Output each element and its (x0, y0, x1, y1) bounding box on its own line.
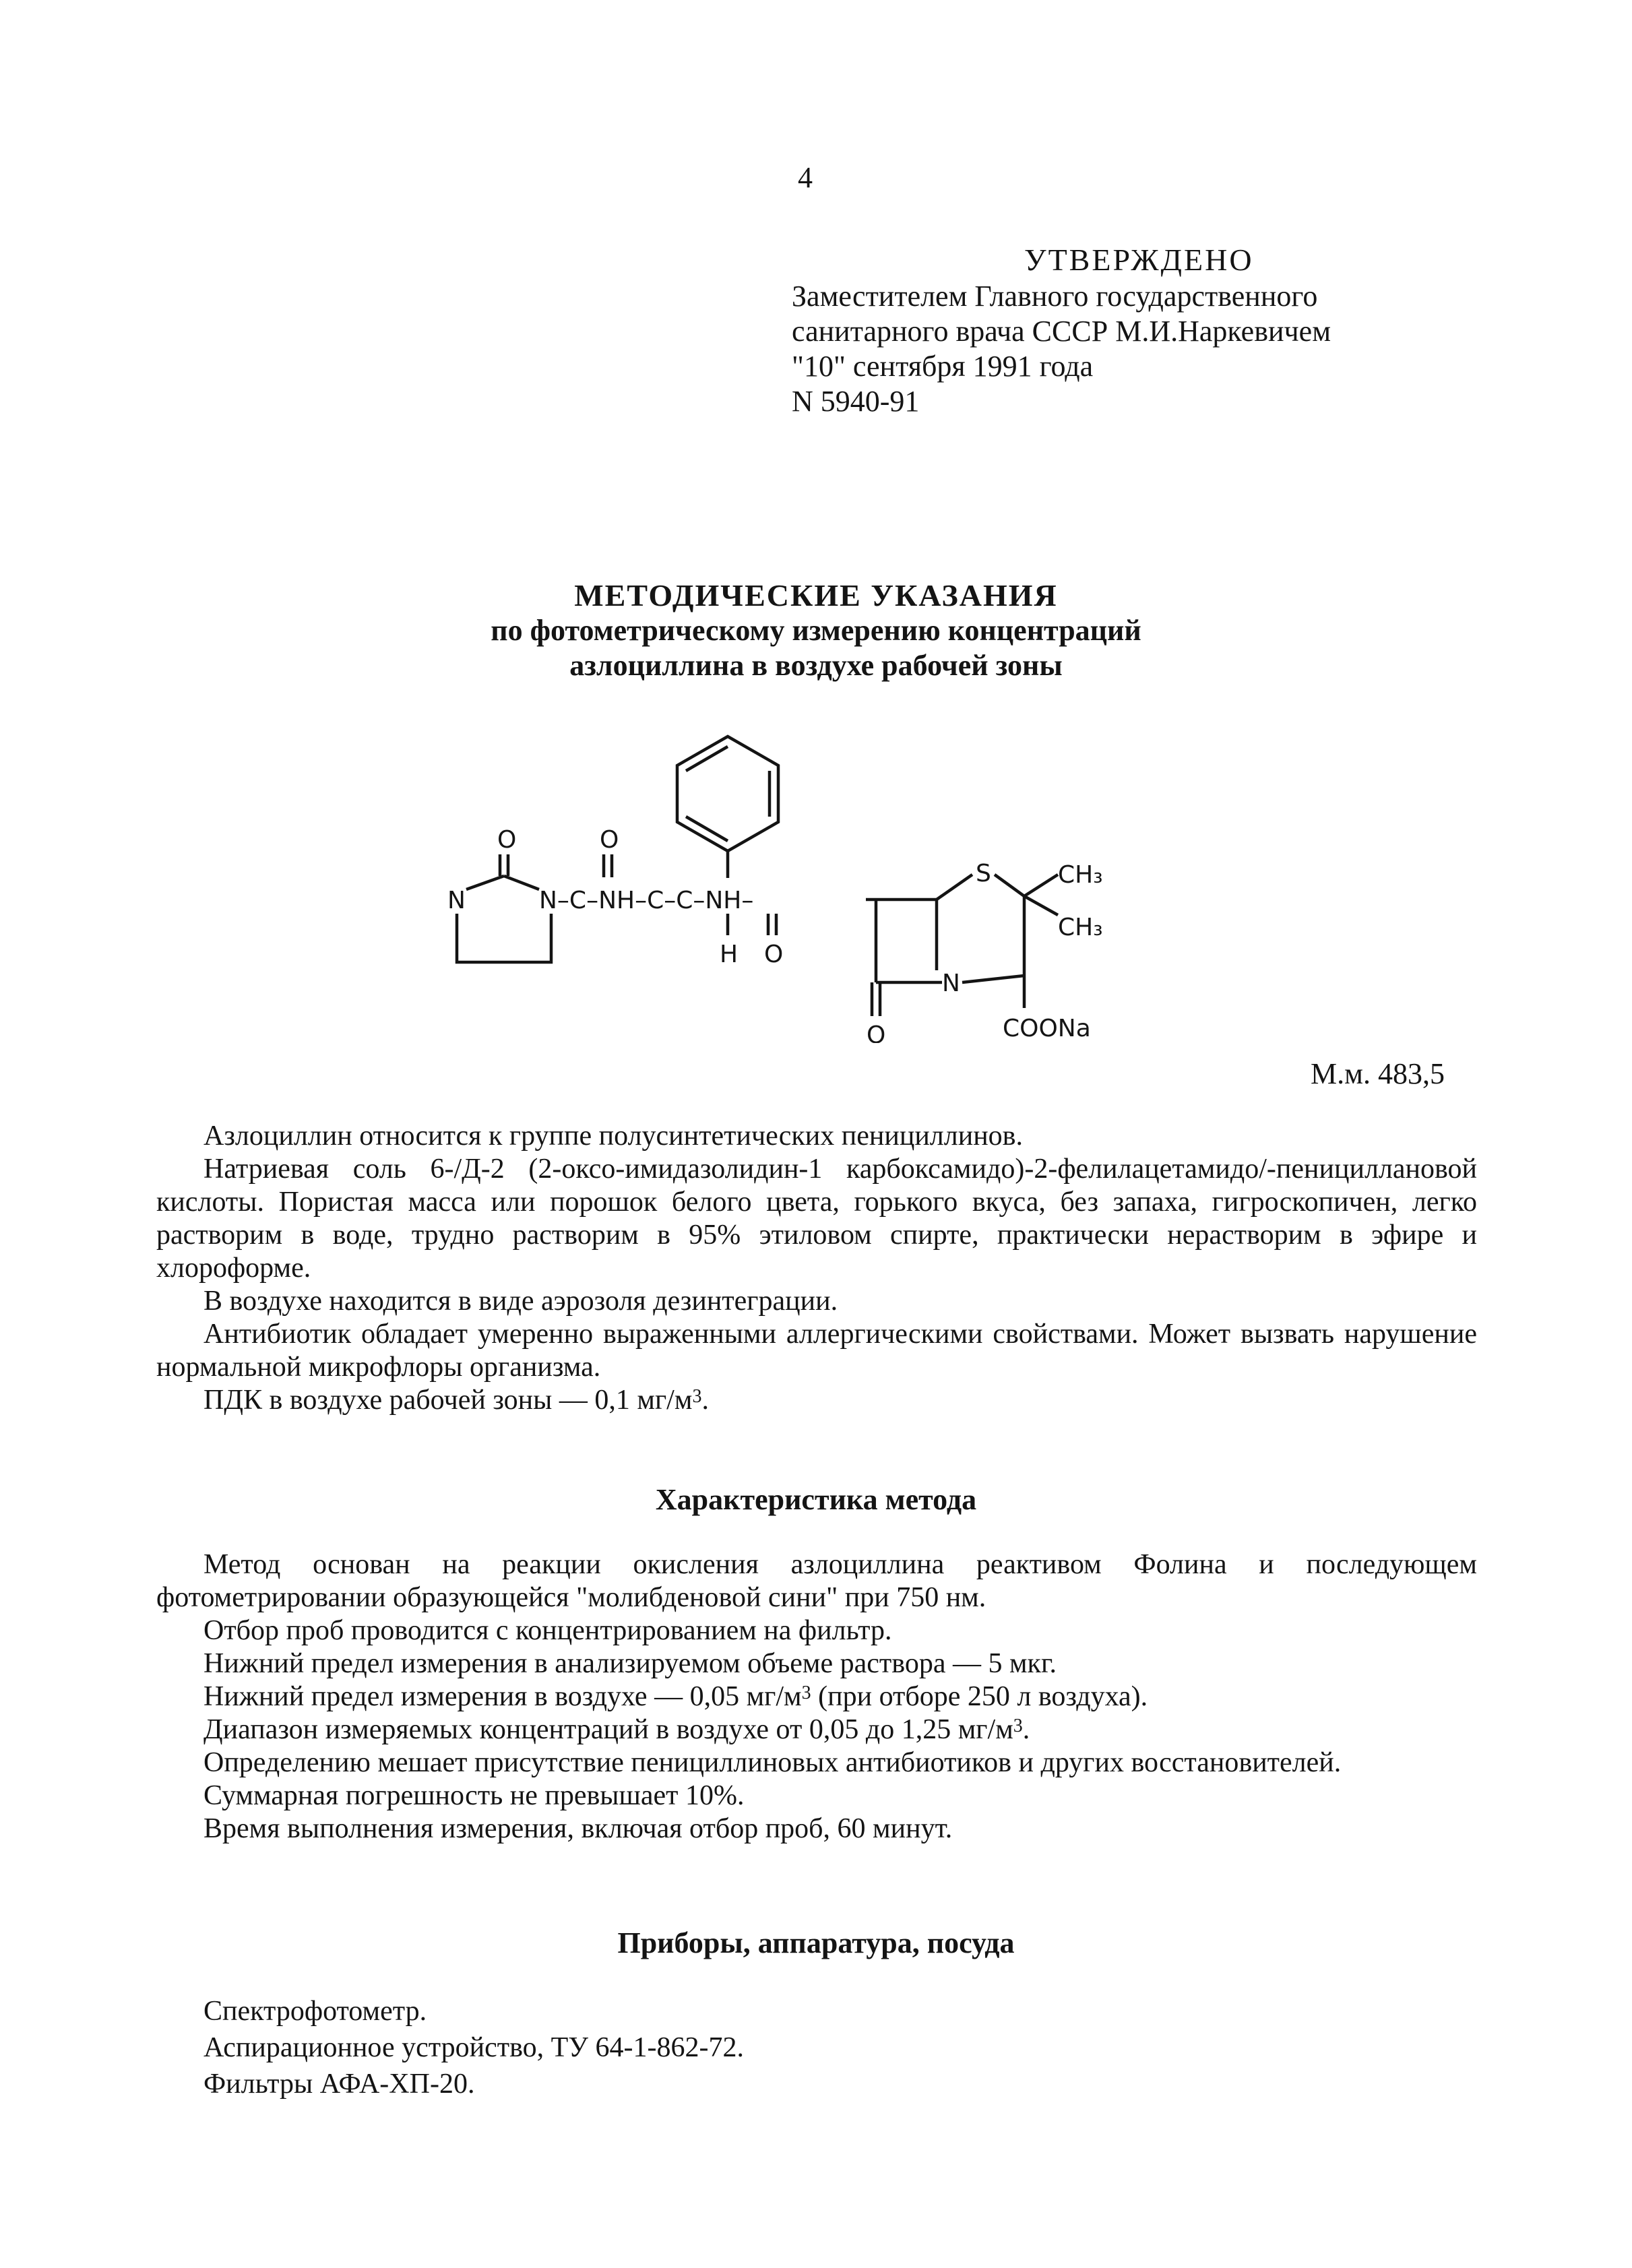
approval-line: "10" сентября 1991 года (792, 350, 1094, 383)
paragraph (156, 1713, 1477, 1746)
ring-bond (466, 876, 504, 889)
method-text (156, 1548, 1477, 1846)
paragraph: Натриевая соль 6-/Д-2 (2-оксо-имидазолидин-1 карбоксамидо)-2-фелилацетамидо/-пенициллановой кислоты. Пористая масса или порошок белого цвета, горького вкуса, без запаха, гигроскопичен, легко растворим в воде, трудно растворим в 95% этиловом спирте, практически нерастворим в эфире и хлороформе. (156, 1154, 1477, 1284)
paragraph: В воздухе находится в виде аэрозоля дезинтеграции. (203, 1286, 838, 1317)
main-chain-label: N–C–NH–C–C–NH– (539, 887, 754, 914)
structural-formula (438, 733, 1193, 1043)
title-line-2: по фотометрическому измерению концентраций (491, 614, 1141, 647)
approval-line: N 5940-91 (792, 385, 920, 418)
label-ch3: CH₃ (1058, 914, 1103, 941)
paragraph: Время выполнения измерения, включая отбор проб, 60 минут. (203, 1813, 953, 1844)
text: Диапазон измеряемых концентраций в воздухе от 0,05 до 1,25 мг/м (203, 1714, 1013, 1745)
superscript: 3 (1013, 1715, 1023, 1736)
paragraph: Антибиотик обладает умеренно выраженными аллергическими свойствами. Может вызвать нарушение нормальной микрофлоры организма. (156, 1319, 1477, 1383)
bond (1024, 896, 1058, 915)
label-h: H (720, 941, 739, 968)
label-n: N (447, 887, 466, 914)
label-n: N (942, 970, 960, 997)
paragraph: Нижний предел измерения в анализируемом объеме раствора — 5 мкг. (203, 1648, 1057, 1679)
bond (995, 875, 1024, 896)
paragraph: Суммарная погрешность не превышает 10%. (203, 1780, 745, 1811)
label-coona: COONa (1003, 1015, 1091, 1042)
text: . (701, 1385, 709, 1416)
benzene-double-bond (686, 747, 728, 771)
paragraph: Определению мешает присутствие пенициллиновых антибиотиков и других восстановителей. (203, 1747, 1342, 1778)
equipment-list (156, 1993, 1477, 2102)
ring-bond (457, 914, 551, 962)
paragraph: Метод основан на реакции окисления азлоциллина реактивом Фолина и последующем фотометрировании образующейся "молибденовой сини" при 750 нм. (156, 1549, 1477, 1613)
list-item: Фильтры АФА-ХП-20. (203, 2069, 475, 2100)
section-heading-equipment: Приборы, аппаратура, посуда (617, 1926, 1015, 1959)
label-ch3: CH₃ (1058, 861, 1103, 889)
bond (937, 875, 972, 900)
bond (962, 976, 1024, 982)
paragraph-pdk (156, 1384, 1477, 1417)
approval-line: санитарного врача СССР М.И.Наркевичем (792, 315, 1331, 348)
paragraph: Отбор проб проводится с концентрированием на фильтр. (203, 1615, 892, 1646)
document-title (0, 578, 1632, 683)
approval-line: Заместителем Главного государственного (792, 280, 1318, 313)
bond (1024, 875, 1058, 896)
paragraph (156, 1680, 1477, 1713)
list-item: Аспирационное устройство, ТУ 64-1-862-72. (203, 2032, 744, 2063)
superscript: 3 (801, 1682, 811, 1703)
benzene-double-bond (686, 817, 728, 841)
title-line-3: азлоциллина в воздухе рабочей зоны (569, 649, 1063, 682)
approval-block (792, 243, 1331, 419)
benzene-ring (677, 736, 778, 851)
label-o: O (600, 826, 619, 854)
text: (при отборе 250 л воздуха). (811, 1681, 1148, 1712)
text: ПДК в воздухе рабочей зоны — 0,1 мг/м (203, 1385, 693, 1416)
label-o: O (497, 826, 517, 854)
label-s: S (976, 860, 991, 887)
text: Нижний предел измерения в воздухе — 0,05 мг/м (203, 1681, 802, 1712)
superscript: 3 (692, 1386, 702, 1407)
intro-text (156, 1120, 1477, 1417)
approval-title: УТВЕРЖДЕНО (1024, 243, 1254, 277)
molecular-mass: М.м. 483,5 (1311, 1057, 1445, 1090)
paragraph: Азлоциллин относится к группе полусинтетических пенициллинов. (203, 1121, 1024, 1152)
label-o: O (867, 1021, 886, 1043)
ring-bond (504, 876, 539, 889)
text: . (1022, 1714, 1030, 1745)
label-o: O (764, 941, 784, 968)
section-heading-method: Характеристика метода (655, 1483, 977, 1516)
page-number: 4 (798, 161, 813, 194)
title-line-1: МЕТОДИЧЕСКИЕ УКАЗАНИЯ (574, 578, 1058, 612)
list-item: Спектрофотометр. (203, 1996, 427, 2027)
